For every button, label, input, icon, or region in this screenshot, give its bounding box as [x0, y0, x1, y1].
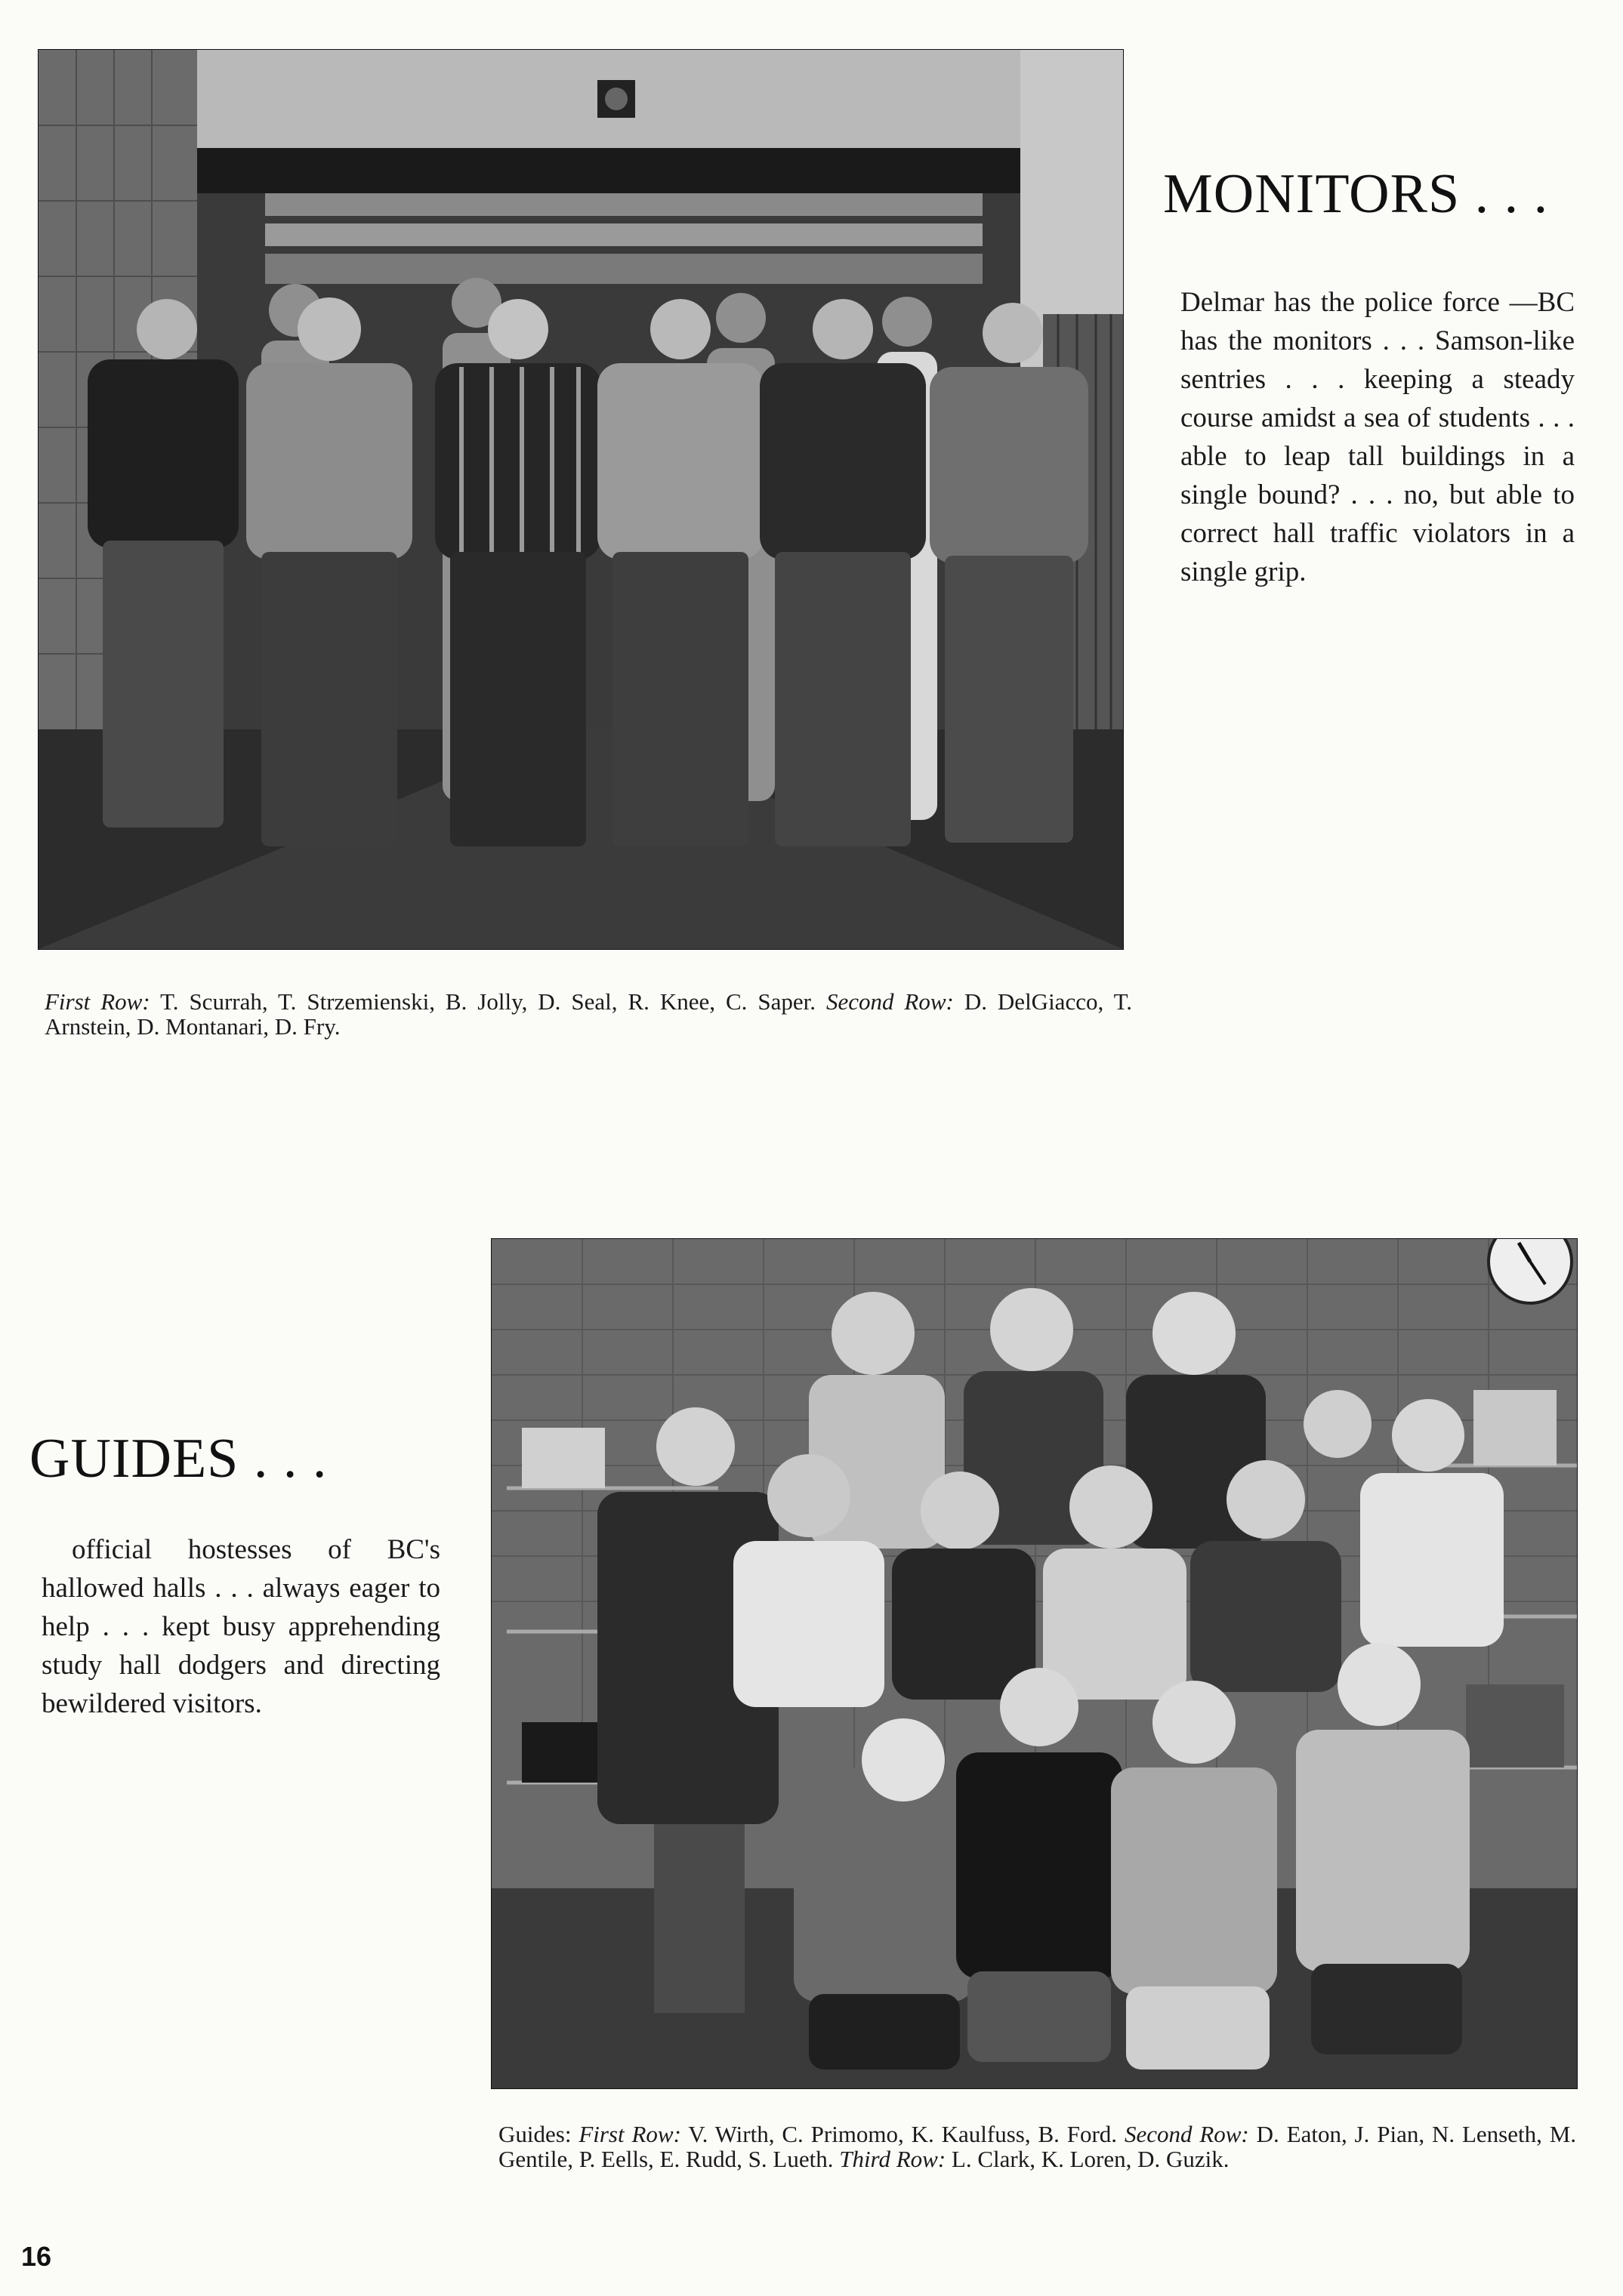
caption-names: V. Wirth, C. Primomo, K. Kaulfuss, B. Ford.	[688, 2121, 1118, 2147]
monitors-photo	[38, 49, 1124, 950]
caption-row-label: Third Row:	[839, 2146, 946, 2172]
monitors-description: Delmar has the police force —BC has the monitors . . . Samson-like sentries . . . keeping a steady course amidst a sea of students . . . able to leap tall buildings in a single bound? . . . no, but able to correct hall traffic violators in a single grip.	[1180, 287, 1575, 587]
caption-names: L. Clark, K. Loren, D. Guzik.	[951, 2146, 1230, 2172]
guides-caption	[498, 2122, 1576, 2171]
monitors-heading: MONITORS . . .	[1163, 163, 1549, 225]
caption-row-label: First Row:	[45, 988, 150, 1015]
caption-names: D. Eaton, J. Pian, N. Lenseth, M. Gentile, P. Eells, E. Rudd, S. Lueth.	[498, 2121, 1577, 2172]
caption-names: T. Scurrah, T. Strzemienski, B. Jolly, D. Seal, R. Knee, C. Saper.	[160, 988, 816, 1015]
guides-photo	[491, 1238, 1578, 2089]
monitors-caption	[45, 989, 1132, 1039]
caption-prefix: Guides:	[498, 2121, 572, 2147]
page-number: 16	[21, 2241, 52, 2272]
caption-row-label: First Row:	[579, 2121, 681, 2147]
guides-description: official hostesses of BC's hallowed halls . . . always eager to help . . . kept busy apprehending study hall dodgers and directing bewildered visitors.	[42, 1534, 440, 1719]
caption-row-label: Second Row:	[825, 988, 954, 1015]
guides-heading: GUIDES . . .	[29, 1428, 328, 1490]
caption-row-label: Second Row:	[1124, 2121, 1249, 2147]
caption-names: D. DelGiacco, T. Arnstein, D. Montanari, D. Fry.	[45, 988, 1132, 1040]
